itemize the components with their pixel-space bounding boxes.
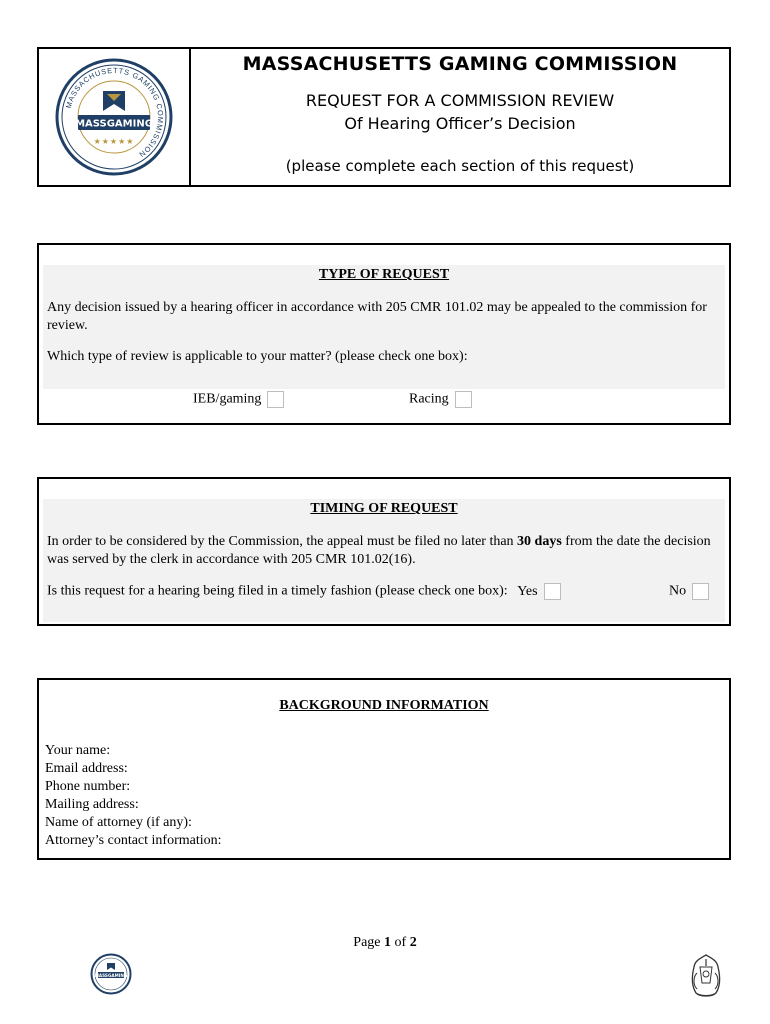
no-option xyxy=(669,583,709,600)
option-racing-label: Racing xyxy=(409,391,449,407)
timing-question-row xyxy=(47,583,721,603)
timing-paragraph-start: In order to be considered by the Commission, the appeal must be filed no later than xyxy=(47,534,518,549)
type-of-request-shaded xyxy=(43,265,725,389)
timing-question: Is this request for a hearing being filed in a timely fashion (please check one box): xyxy=(47,583,508,599)
logo-ring-text: MASSACHUSETTS GAMING COMMISSION xyxy=(63,65,166,160)
timing-of-request-shaded xyxy=(43,499,725,622)
timing-paragraph-end: from the date the decision was served by the clerk in accordance with 205 CMR 101.02(16). xyxy=(47,534,711,567)
timing-days: 30 days xyxy=(517,534,562,549)
footer-massgaming-logo xyxy=(90,953,132,995)
background-fields xyxy=(45,742,729,850)
footer-logo-wordmark: MASSGAMING xyxy=(94,972,128,978)
option-racing xyxy=(409,391,472,408)
logo-cell xyxy=(39,49,191,185)
logo-wordmark: MASSGAMING xyxy=(75,118,153,130)
type-of-request-question: Which type of review is applicable to your matter? (please check one box): xyxy=(47,349,468,364)
phone-number-field[interactable]: Phone number: xyxy=(45,779,131,794)
header-title-cell xyxy=(191,49,729,185)
massgaming-logo xyxy=(54,57,174,177)
document-header xyxy=(37,47,731,187)
option-ieb-gaming xyxy=(193,391,284,408)
racing-checkbox[interactable] xyxy=(455,391,472,408)
timing-of-request-heading: TIMING OF REQUEST xyxy=(310,501,458,516)
yes-checkbox[interactable] xyxy=(544,583,561,600)
background-information-heading: BACKGROUND INFORMATION xyxy=(279,698,489,713)
timing-paragraph xyxy=(47,533,721,569)
page-number: Page 1 of 2 xyxy=(353,935,417,950)
total-pages: 2 xyxy=(409,935,417,950)
ieb-gaming-checkbox[interactable] xyxy=(267,391,284,408)
attorney-name-field[interactable]: Name of attorney (if any): xyxy=(45,815,192,830)
no-label: No xyxy=(669,583,687,599)
current-page: 1 xyxy=(384,935,392,950)
no-checkbox[interactable] xyxy=(692,583,709,600)
state-seal-icon xyxy=(688,953,724,999)
yes-label: Yes xyxy=(517,583,538,599)
logo-stars-icon: ★★★★★ xyxy=(93,137,135,146)
timing-of-request-section xyxy=(37,477,731,626)
email-address-field[interactable]: Email address: xyxy=(45,761,128,776)
form-title: REQUEST FOR A COMMISSION REVIEW xyxy=(305,91,615,110)
commission-title: MASSACHUSETTS GAMING COMMISSION xyxy=(242,53,678,75)
option-ieb-gaming-label: IEB/gaming xyxy=(193,391,262,407)
background-information-section xyxy=(37,678,731,860)
your-name-field[interactable]: Your name: xyxy=(45,743,111,758)
form-subtitle: Of Hearing Officer’s Decision xyxy=(344,114,576,133)
form-instruction: (please complete each section of this request) xyxy=(285,157,635,175)
attorney-contact-field[interactable]: Attorney’s contact information: xyxy=(45,833,222,848)
type-of-request-section xyxy=(37,243,731,425)
mailing-address-field[interactable]: Mailing address: xyxy=(45,797,139,812)
type-of-request-heading: TYPE OF REQUEST xyxy=(318,267,450,282)
type-of-request-paragraph: Any decision issued by a hearing officer in accordance with 205 CMR 101.02 may be appealed to the commission for review. xyxy=(47,300,707,333)
